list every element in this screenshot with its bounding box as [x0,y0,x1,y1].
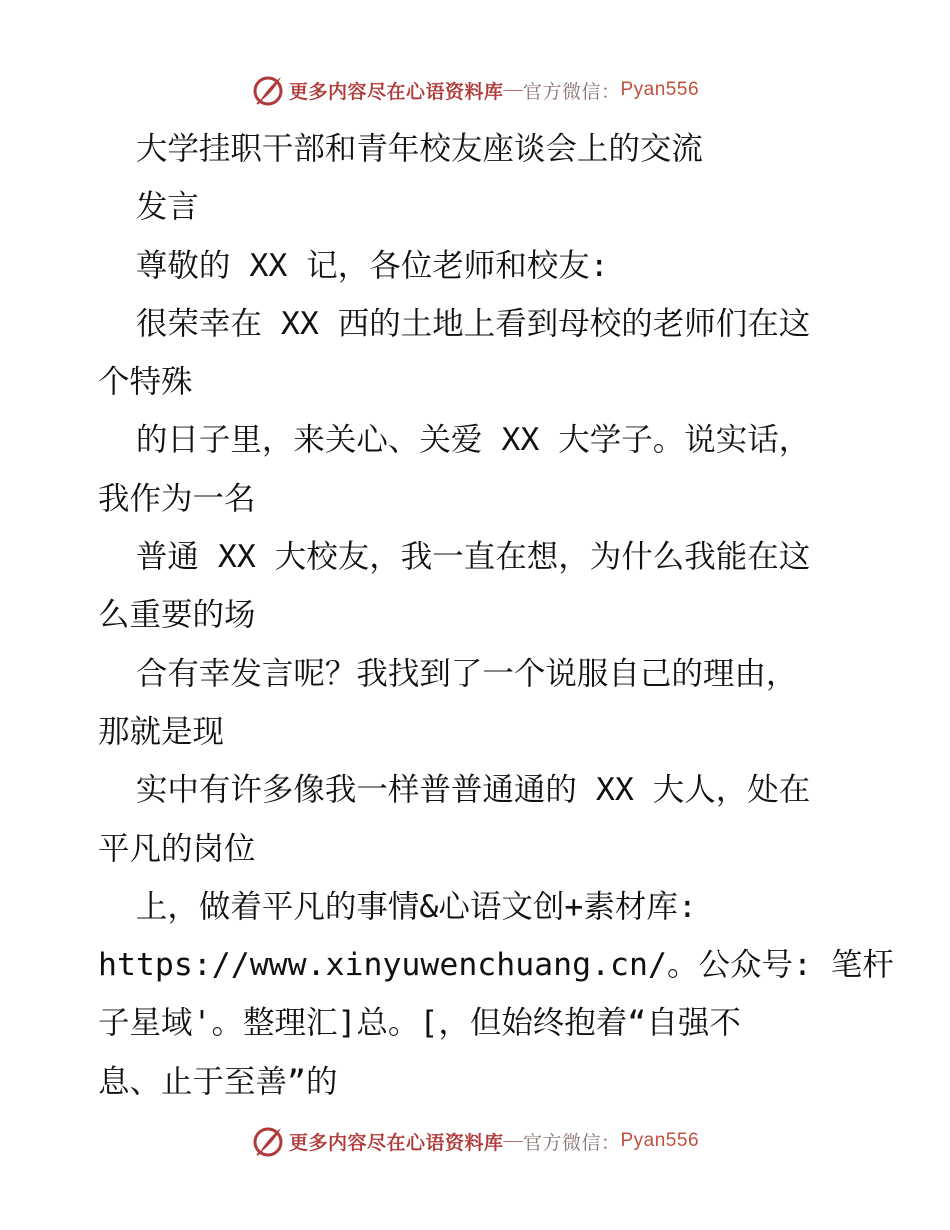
text-line: 上，做着平凡的事情&心语文创+素材库: [98,888,697,925]
text-line: 普通 XX 大校友，我一直在想，为什么我能在这 [98,539,811,576]
text-line: 那就是现 [98,713,225,750]
footer-watermark [0,1119,950,1163]
text-line: 个特殊 [98,364,193,401]
text-line: 很荣幸在 XX 西的土地上看到母校的老师们在这 [98,305,811,342]
feather-pen-logo-icon [251,1124,285,1158]
text-line: https://www.xinyuwenchuang.cn/。公众号: 笔杆 [98,947,894,984]
watermark-dash: — [503,1130,523,1151]
watermark-site-text: 更多内容尽在心语资料库 [288,81,504,103]
text-line: 子星域'。整理汇]总。[，但始终抱着“自强不 [98,1005,741,1042]
text-line: 实中有许多像我一样普普通通的 XX 大人，处在 [98,772,811,809]
text-line: 平凡的岗位 [98,830,256,867]
watermark-wechat-label: 官方微信： [522,81,621,103]
text-line: 大学挂职干部和青年校友座谈会上的交流 [98,131,703,167]
text-line: 息、止于至善”的 [98,1063,338,1100]
watermark-wechat-label: 官方微信： [522,1132,621,1154]
watermark-dash: — [503,79,523,100]
document-body [98,120,894,1111]
text-line: 发言 [98,189,199,226]
text-line: 的日子里，来关心、关爱 XX 大学子。说实话， [98,422,811,459]
watermark-wechat-id: Pyan556 [620,1130,700,1151]
text-line: 么重要的场 [98,597,256,634]
feather-pen-logo-icon [251,73,285,107]
text-line: 尊敬的 XX 记，各位老师和校友: [98,247,609,284]
watermark-wechat-id: Pyan556 [620,79,700,100]
watermark-site-text: 更多内容尽在心语资料库 [288,1132,504,1154]
text-line: 合有幸发言呢？我找到了一个说服自己的理由， [98,655,798,692]
text-line: 我作为一名 [98,480,256,517]
header-watermark [0,68,950,112]
